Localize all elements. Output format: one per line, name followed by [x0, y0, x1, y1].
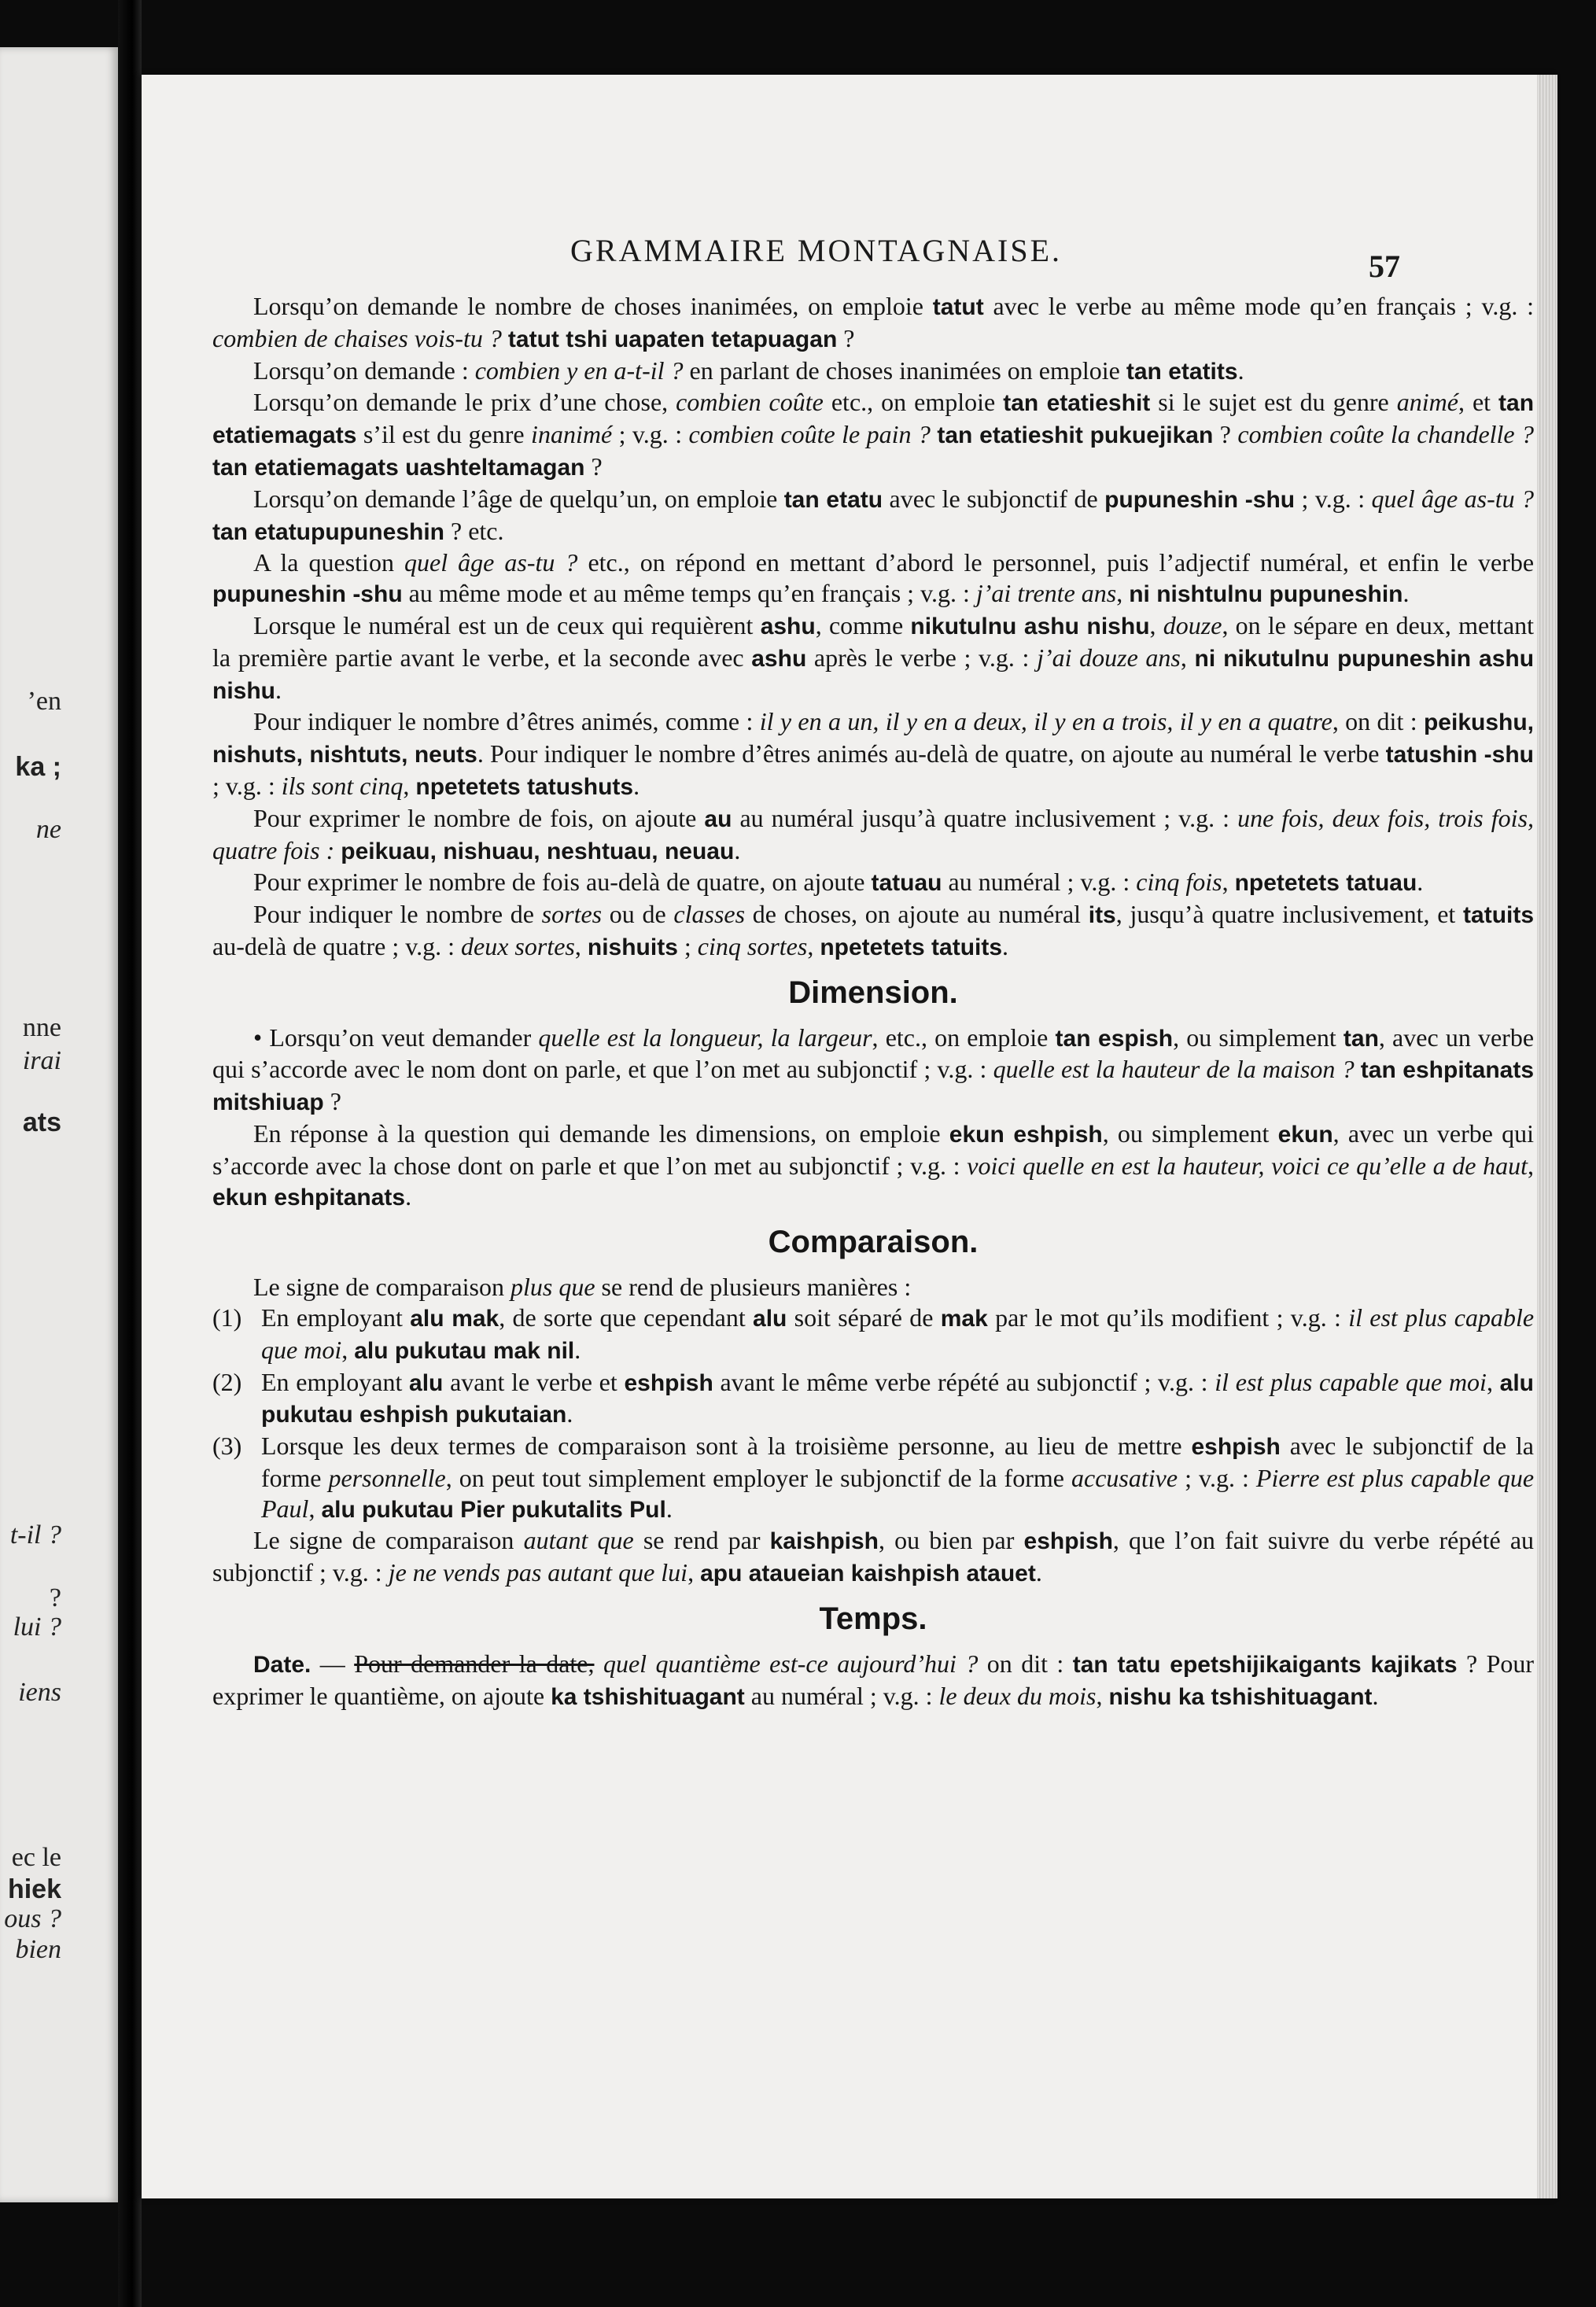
montagnais-term: tan etatiemagats uashteltamagan [212, 454, 585, 481]
text-run: , ou bien par [879, 1526, 1024, 1555]
french-example: une fois, deux fois, trois fois, quatre fois : [212, 803, 1535, 864]
montagnais-term: alu [409, 1369, 444, 1396]
montagnais-term: alu pukutau Pier pukutalits Pul [321, 1496, 666, 1523]
text-run: soit séparé de [787, 1303, 941, 1332]
text-run: etc., on emploie [823, 388, 1004, 417]
section-title-temps: Temps. [819, 1601, 927, 1637]
french-example: douze [1163, 610, 1222, 639]
text-run: , jusqu’à quatre inclusivement, et [1115, 900, 1464, 929]
montagnais-term: eshpish [624, 1369, 713, 1396]
text-run: Lorsque les deux termes de comparaison sont à la troisième personne, au lieu de mettre [261, 1432, 1192, 1461]
montagnais-term: mak [940, 1305, 988, 1332]
montagnais-term: ekun eshpitanats [212, 1184, 406, 1211]
text-run: ? [1213, 420, 1238, 449]
french-example: le deux du mois [938, 1681, 1097, 1710]
montagnais-term: alu pukutau mak nil [354, 1337, 575, 1364]
page-edge [1537, 75, 1557, 2198]
text-run: si le sujet est du genre [1150, 388, 1397, 417]
montagnais-term: tatut tshi uapaten tetapuagan [507, 326, 838, 352]
text-run: ? [837, 323, 855, 352]
text-run: Lorsqu’on demande l’âge de quelqu’un, on emploie [253, 484, 784, 513]
text-run: au numéral ; v.g. : [942, 868, 1137, 897]
french-example: il est plus capable que moi [261, 1303, 1535, 1364]
french-example: classes [673, 900, 746, 929]
text-run: • Lorsqu’on veut demander [253, 1023, 539, 1052]
text-run: . [566, 1399, 573, 1428]
left-fragment: ’en [27, 687, 61, 716]
montagnais-term: ashu [751, 645, 807, 672]
montagnais-term: tan etatieshit [1003, 390, 1151, 417]
montagnais-term: its [1088, 902, 1116, 929]
left-fragment: lui ? [13, 1612, 61, 1642]
paragraph [212, 547, 1534, 610]
text-run: , [1222, 868, 1235, 897]
text-run: Le signe de comparaison [253, 1273, 510, 1302]
montagnais-term: ni nikutulnu pupuneshin ashu nishu [212, 645, 1535, 704]
text-run: , [1180, 643, 1195, 672]
paragraph [212, 484, 1534, 548]
page-number: 57 [1369, 249, 1400, 284]
text-run: . [405, 1181, 412, 1211]
paragraph [212, 1649, 1534, 1713]
text-run: Le signe de comparaison [253, 1526, 524, 1555]
text-run: . [1002, 931, 1009, 960]
text-run: , et [1458, 388, 1499, 417]
montagnais-term: peikuau, nishuau, neshtuau, neuau [341, 838, 735, 864]
text-run: ? [584, 451, 603, 481]
text-run: , comme [815, 610, 911, 639]
text-run: En employant [261, 1303, 411, 1332]
french-example: personnelle [328, 1463, 446, 1492]
montagnais-term: pupuneshin -shu [1104, 486, 1296, 513]
text-run: avant le verbe et [443, 1367, 625, 1396]
paragraph [212, 387, 1534, 483]
french-example: quelle est la hauteur de la maison ? [993, 1055, 1355, 1084]
montagnais-term: kaishpish [769, 1528, 879, 1555]
french-example: Pierre est plus capable que Paul [261, 1463, 1535, 1523]
montagnais-term: tan tatu epetshijikaigants kajikats [1072, 1651, 1458, 1678]
section-title-comparaison: Comparaison. [768, 1225, 979, 1260]
montagnais-term: nishu ka tshishituagant [1108, 1683, 1373, 1710]
text-run: . [665, 1494, 673, 1523]
text-run: , [403, 771, 416, 800]
paragraph [212, 899, 1534, 964]
montagnais-term: nikutulnu ashu nishu [910, 613, 1150, 639]
text-run: , avec un verbe qui s’accorde avec le nom dont on parle, et que l’on met au subjonctif ; v.g. : [212, 1023, 1535, 1084]
item-number: (3) [212, 1432, 242, 1461]
french-example: combien y en a-t-il ? [474, 356, 684, 385]
text-run: . [574, 1335, 581, 1364]
text-run: Lorsqu’on demande le nombre de choses inanimées, on emploie [253, 292, 933, 320]
text-run: , [308, 1494, 322, 1523]
text-run: , etc., on emploie [872, 1023, 1056, 1052]
paragraph [212, 1023, 1534, 1118]
book-gutter [118, 0, 142, 2307]
numbered-item [212, 1367, 1534, 1432]
section-title-dimension: Dimension. [788, 975, 958, 1010]
paragraph [212, 706, 1534, 802]
text-run: Lorsqu’on demande : [253, 356, 475, 385]
text-run: , on dit : [1332, 707, 1424, 736]
french-example: animé [1396, 388, 1458, 417]
text-run: ? [323, 1087, 341, 1116]
paragraph [212, 610, 1534, 706]
left-fragment: ne [35, 815, 61, 844]
text-run: . [1035, 1558, 1042, 1587]
montagnais-term: peikushu, nishuts, nishtuts, neuts [212, 709, 1535, 768]
montagnais-term: ekun [1277, 1121, 1333, 1148]
montagnais-term: tatut [932, 294, 984, 320]
book-page [142, 75, 1557, 2198]
text-run: de choses, on ajoute au numéral [745, 900, 1089, 929]
text-run: après le verbe ; v.g. : [806, 643, 1038, 672]
paragraph [212, 803, 1534, 868]
text-run: , [1096, 1681, 1109, 1710]
left-fragment: bien [15, 1935, 61, 1964]
french-example: combien coûte la chandelle ? [1237, 420, 1535, 449]
text-run: avec le subjonctif de [883, 484, 1105, 513]
text-run: . [1417, 868, 1424, 897]
item-number: (2) [212, 1367, 242, 1396]
item-text [261, 1431, 1534, 1525]
french-example: quel quantième est-ce aujourd’hui ? [603, 1649, 979, 1678]
text-run: , ou simplement [1102, 1118, 1278, 1148]
montagnais-term: eshpish [1023, 1528, 1113, 1555]
text-run: En réponse à la question qui demande les dimensions, on emploie [253, 1118, 949, 1148]
french-example: ils sont cinq [281, 771, 404, 800]
montagnais-term: ka tshishituagant [551, 1683, 745, 1710]
text-run: , que l’on fait suivre du verbe répété au subjonctif ; v.g. : [212, 1526, 1535, 1587]
french-example: plus que [510, 1273, 595, 1302]
running-header [142, 232, 1557, 284]
text-run: avec le verbe au même mode qu’en français ; v.g. : [983, 292, 1535, 320]
item-number: (1) [212, 1303, 242, 1332]
french-example: il est plus capable que moi [1215, 1367, 1487, 1396]
text-run: . [1402, 579, 1410, 608]
text-run: . [275, 675, 282, 704]
montagnais-term: au [704, 805, 732, 832]
french-example: combien de chaises vois-tu ? [212, 323, 502, 352]
french-example: voici quelle en est la hauteur, voici ce qu’elle a de haut [967, 1151, 1528, 1180]
montagnais-term: alu pukutau eshpish pukutaian [261, 1369, 1534, 1428]
text-run: . Pour indiquer le nombre d’êtres animés au-delà de quatre, on ajoute au numéral le verbe [477, 739, 1386, 768]
left-fragment: iens [18, 1678, 61, 1707]
text-run: , on peut tout simplement employer le subjonctif de la forme [445, 1463, 1071, 1492]
french-example: combien coûte le pain ? [688, 420, 931, 449]
french-example: j’ai douze ans [1037, 643, 1181, 672]
paragraph [212, 356, 1534, 388]
text-run: Lorsqu’on demande le prix d’une chose, [253, 388, 676, 417]
french-example: combien coûte [676, 388, 824, 417]
numbered-item [212, 1303, 1534, 1367]
text-run: , [574, 931, 588, 960]
text-run: se rend par [633, 1526, 770, 1555]
left-fragment: ous ? [4, 1904, 61, 1933]
left-fragment: ats [22, 1107, 61, 1137]
french-example: accusative [1071, 1463, 1178, 1492]
montagnais-term: ni nishtulnu pupuneshin [1129, 581, 1403, 608]
left-fragment: t-il ? [9, 1520, 61, 1550]
montagnais-term: pupuneshin -shu [212, 581, 403, 608]
text-run: au même mode et au même temps qu’en français ; v.g. : [402, 579, 976, 608]
montagnais-term: tan etatu [783, 486, 883, 513]
text-run: , [341, 1335, 355, 1364]
header-title: GRAMMAIRE MONTAGNAISE. [570, 233, 1063, 268]
french-example: sortes [541, 900, 603, 929]
text-run: Lorsque le numéral est un de ceux qui requièrent [253, 610, 761, 639]
french-example: quel âge as-tu ? [404, 548, 578, 577]
text-run: ? Pour exprimer le quantième, on ajoute [212, 1649, 1535, 1710]
text-run: en parlant de choses inanimées on emploie [683, 356, 1126, 385]
text-run [595, 1649, 603, 1678]
montagnais-term: npetetets tatushuts [415, 773, 634, 800]
montagnais-term: Date. [253, 1651, 311, 1678]
text-run: s’il est du genre [356, 420, 532, 449]
text-run: ; v.g. : [212, 771, 282, 800]
french-example: cinq fois [1136, 868, 1222, 897]
text-run: , de sorte que cependant [499, 1303, 754, 1332]
left-page-edge [0, 47, 118, 2202]
text-run: . [633, 771, 640, 800]
text-run: , [1486, 1367, 1500, 1396]
text-run: ? etc. [444, 516, 504, 545]
text-run: , avec un verbe qui s’accorde avec la chose dont on parle et que l’on met au subjonctif ; v.g. : [212, 1118, 1535, 1180]
numbered-item [212, 1431, 1534, 1525]
montagnais-term: ekun eshpish [949, 1121, 1103, 1148]
montagnais-term: tan etatieshit pukuejikan [937, 422, 1214, 449]
montagnais-term: npetetets tatuits [820, 934, 1003, 960]
text-run: Pour exprimer le nombre de fois, on ajoute [253, 803, 705, 832]
text-run: , [1149, 610, 1163, 639]
french-example: cinq sortes [697, 931, 808, 960]
text-run: , on le sépare en deux, mettant la première partie avant le verbe, et la seconde avec [212, 610, 1535, 672]
montagnais-term: tan etatits [1126, 358, 1238, 385]
text-run: . [1372, 1681, 1379, 1710]
text-run: Pour demander la date, [354, 1649, 595, 1678]
french-example: deux sortes [461, 931, 575, 960]
text-run: Pour exprimer le nombre de fois au-delà de quatre, on ajoute [253, 868, 872, 897]
text-run: par le mot qu’ils modifient ; v.g. : [987, 1303, 1349, 1332]
text-run: — [311, 1649, 355, 1678]
montagnais-term: alu mak [410, 1305, 499, 1332]
french-example: il y en a un, il y en a deux, il y en a trois, il y en a quatre [759, 707, 1332, 736]
montagnais-term: npetetets tatuau [1234, 870, 1417, 897]
text-run: Pour indiquer le nombre d’êtres animés, comme : [253, 707, 760, 736]
text-run: ; [677, 931, 698, 960]
text-run: . [734, 835, 741, 864]
paragraph [212, 1272, 1534, 1303]
text-run: , [687, 1558, 701, 1587]
left-fragment: ka ; [15, 752, 61, 782]
montagnais-term: tatuits [1463, 902, 1535, 929]
montagnais-term: tatushin -shu [1385, 742, 1535, 768]
text-run: ou de [602, 900, 674, 929]
left-fragment: irai [22, 1046, 61, 1075]
text-run: au-delà de quatre ; v.g. : [212, 931, 462, 960]
french-example: je ne vends pas autant que lui [388, 1558, 688, 1587]
montagnais-term: ashu [760, 613, 816, 639]
paragraph [212, 1118, 1534, 1213]
montagnais-term: tan etatiemagats [212, 390, 1535, 449]
item-text [261, 1367, 1534, 1432]
text-run: on dit : [978, 1649, 1073, 1678]
paragraph [212, 291, 1534, 356]
montagnais-term: alu [753, 1305, 787, 1332]
french-example: quel âge as-tu ? [1371, 484, 1535, 513]
text-run: ; v.g. : [612, 420, 689, 449]
montagnais-term: nishuits [587, 934, 678, 960]
paragraph [212, 867, 1534, 899]
body-text [212, 291, 1534, 1712]
text-run: A la question [253, 548, 404, 577]
text-run: . [1237, 356, 1244, 385]
text-run: , [1528, 1151, 1535, 1180]
left-fragment: ec le [11, 1843, 61, 1872]
montagnais-term: eshpish [1191, 1434, 1281, 1461]
left-fragment: hiek [7, 1874, 61, 1904]
text-run: au numéral jusqu’à quatre inclusivement ; v.g. : [732, 803, 1238, 832]
montagnais-term: tan etatupupuneshin [212, 518, 444, 545]
french-example: inanimé [531, 420, 613, 449]
montagnais-term: tan espish [1055, 1025, 1174, 1052]
text-run [502, 324, 508, 352]
text-run: avec le subjonctif de la forme [261, 1432, 1535, 1492]
montagnais-term: tan eshpitanats mitshiuap [212, 1057, 1535, 1116]
text-run: au numéral ; v.g. : [744, 1681, 939, 1710]
text-run: , [807, 931, 820, 960]
french-example: autant que [523, 1526, 634, 1555]
text-run: Pour indiquer le nombre de [253, 900, 542, 929]
left-fragment: nne [22, 1013, 61, 1042]
text-run [1355, 1055, 1361, 1083]
paragraph [212, 1525, 1534, 1590]
text-run: etc., on répond en mettant d’abord le personnel, puis l’adjectif numéral, et enfin le verbe [577, 548, 1535, 577]
french-example: quelle est la longueur, la largeur [538, 1023, 872, 1052]
montagnais-term: apu ataueian kaishpish atauet [700, 1561, 1036, 1587]
text-run: ; v.g. : [1178, 1463, 1256, 1492]
montagnais-term: tan [1343, 1025, 1379, 1052]
item-text [261, 1303, 1534, 1367]
text-run: En employant [261, 1367, 410, 1396]
montagnais-term: tatuau [871, 870, 942, 897]
text-run: avant le même verbe répété au subjonctif ; v.g. : [713, 1367, 1215, 1396]
left-fragment: ? [49, 1583, 61, 1612]
text-run: ; v.g. : [1295, 484, 1372, 513]
text-run: , ou simplement [1173, 1023, 1344, 1052]
text-run: , [1116, 579, 1130, 608]
french-example: j’ai trente ans [975, 579, 1117, 608]
text-run: se rend de plusieurs manières : [595, 1273, 912, 1302]
